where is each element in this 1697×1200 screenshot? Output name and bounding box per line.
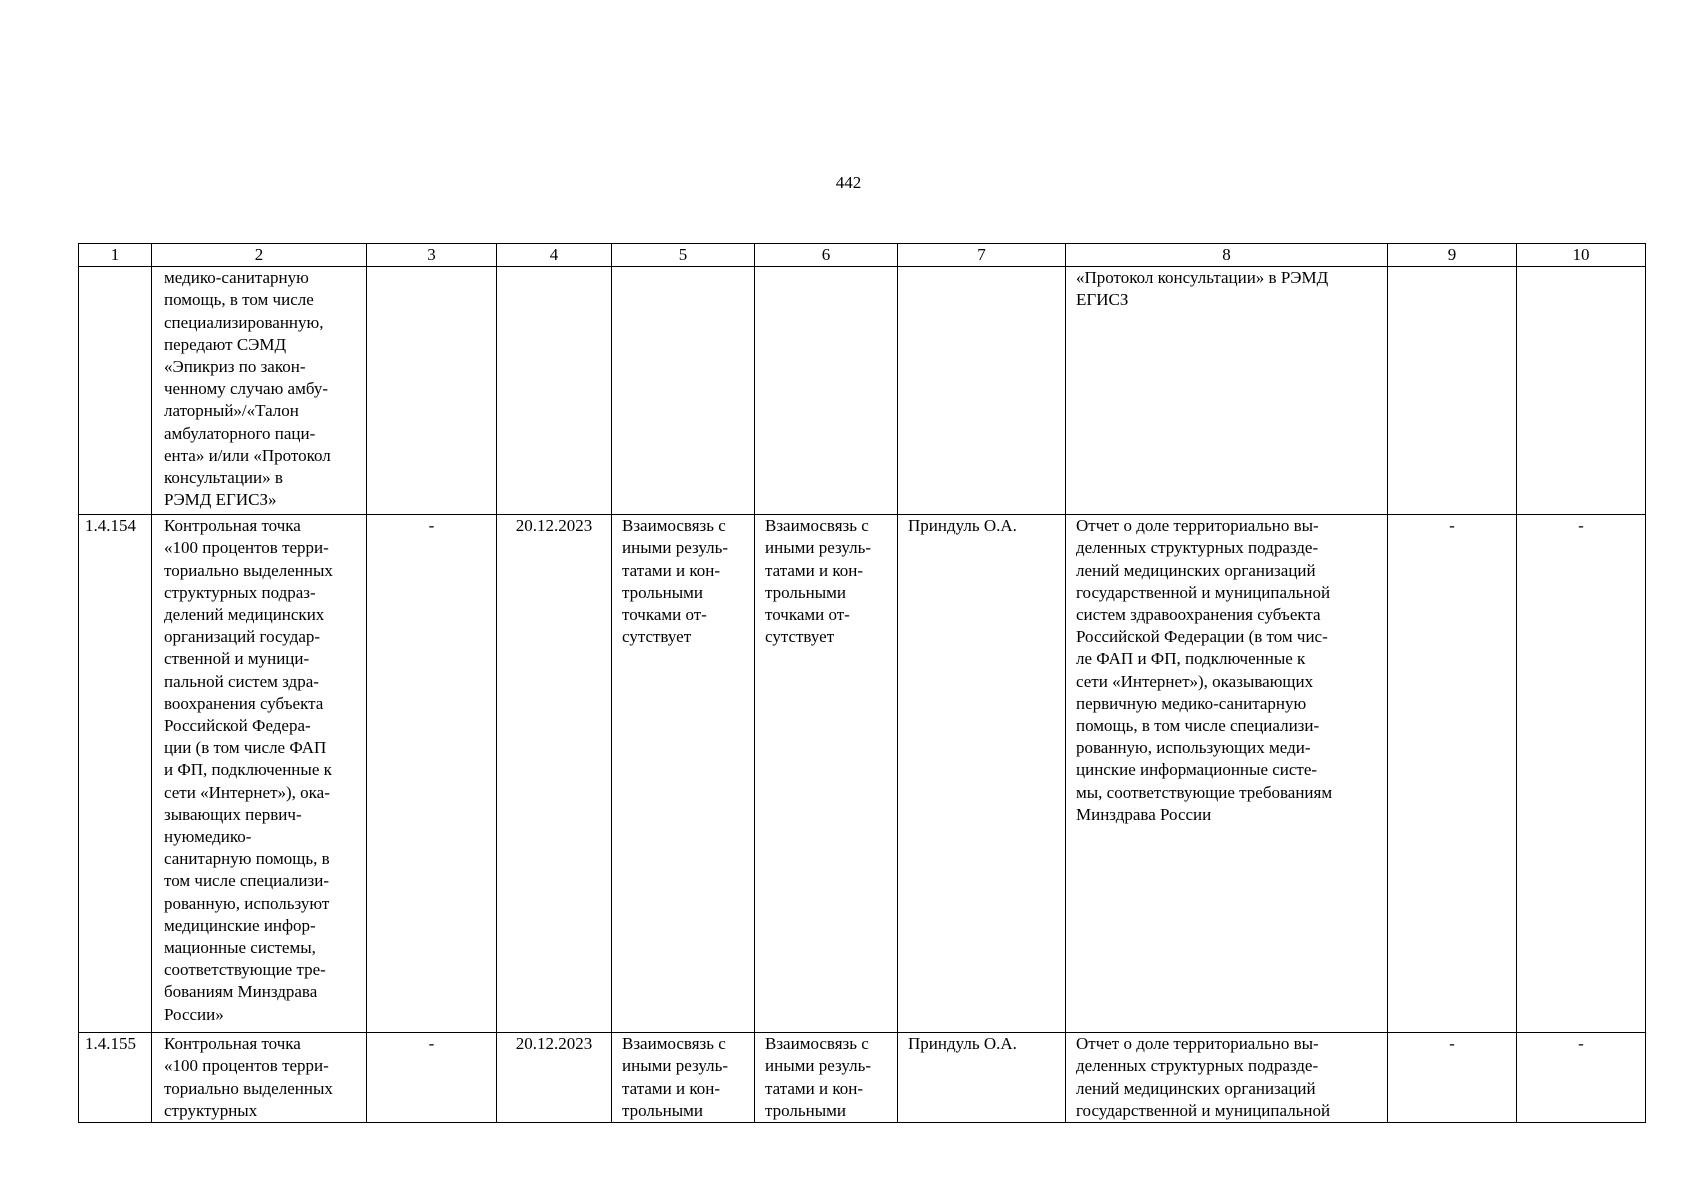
cell-text-line: татами и кон- <box>765 560 864 580</box>
cell-text-line: Контрольная точка <box>164 516 301 536</box>
cell-text-line: трольными <box>622 582 704 602</box>
column-header: 9 <box>1388 244 1517 267</box>
cell-text-line: Взаимосвязь с <box>622 516 726 536</box>
table-cell-col-5 <box>612 515 755 1033</box>
table-cell-col-7 <box>898 267 1066 515</box>
cell-text-line: том числе специализи- <box>164 871 329 891</box>
column-header: 8 <box>1066 244 1388 267</box>
table-cell-col-8 <box>1066 267 1388 515</box>
table-cell-col-5 <box>612 267 755 515</box>
cell-text-line: Российской Федера- <box>164 716 311 736</box>
table-cell-col-7: Приндуль О.А. <box>898 1033 1066 1123</box>
cell-text-line: трольными <box>765 1100 847 1120</box>
table-cell-col-6 <box>755 267 898 515</box>
table-cell-col-2 <box>152 267 367 515</box>
cell-text-line: деленных структурных подразде- <box>1076 1056 1319 1076</box>
cell-text-line: сети «Интернет»), ока- <box>164 782 330 802</box>
column-header: 1 <box>79 244 152 267</box>
column-header: 4 <box>497 244 612 267</box>
cell-text-line: систем здравоохранения субъекта <box>1076 605 1321 625</box>
column-header: 6 <box>755 244 898 267</box>
cell-text-line: Взаимосвязь с <box>765 1034 869 1054</box>
cell-text-line: «Протокол консультации» в РЭМД <box>1076 268 1329 288</box>
cell-text-line: Российской Федерации (в том чис- <box>1076 627 1328 647</box>
cell-text-line: Взаимосвязь с <box>622 1034 726 1054</box>
cell-text-line: государственной и муниципальной <box>1076 1100 1331 1120</box>
table-cell-col-3: - <box>367 515 497 1033</box>
cell-text-line: помощь, в том числе <box>164 290 314 310</box>
cell-text-line: деленных структурных подразде- <box>1076 538 1319 558</box>
header-row <box>79 244 1646 267</box>
cell-text-line: татами и кон- <box>765 1078 864 1098</box>
cell-text-line: соответствующие тре- <box>164 960 326 980</box>
table-cell-col-4 <box>497 267 612 515</box>
table-cell-col-10 <box>1517 267 1646 515</box>
cell-text-line: зывающих первич- <box>164 804 302 824</box>
cell-text-line: Отчет о доле территориально вы- <box>1076 1034 1319 1054</box>
cell-text-line: делений медицинских <box>164 605 325 625</box>
cell-text-line: медико-санитарную <box>164 268 309 288</box>
cell-text-line: татами и кон- <box>622 560 721 580</box>
cell-text-line: трольными <box>622 1100 704 1120</box>
cell-text-line: ченному случаю амбу- <box>164 379 329 399</box>
cell-text-line: мационные системы, <box>164 938 316 958</box>
column-header: 10 <box>1517 244 1646 267</box>
cell-text-line: ственной и муници- <box>164 649 310 669</box>
cell-text-line: консультации» в <box>164 468 283 488</box>
cell-text-line: сутствует <box>765 627 835 647</box>
cell-text-line: иными резуль- <box>765 1056 871 1076</box>
table-cell-col-7: Приндуль О.А. <box>898 515 1066 1033</box>
table-cell-col-1: 1.4.155 <box>79 1033 152 1123</box>
cell-text-line: ториально выделенных <box>164 560 333 580</box>
table-cell-col-6 <box>755 1033 898 1123</box>
cell-text-line: организаций государ- <box>164 627 321 647</box>
data-table <box>78 243 1646 1123</box>
table-row <box>79 267 1646 515</box>
cell-text-line: государственной и муниципальной <box>1076 582 1331 602</box>
column-header: 2 <box>152 244 367 267</box>
table-cell-col-1 <box>79 267 152 515</box>
cell-text-line: специализированную, <box>164 312 324 332</box>
cell-text-line: помощь, в том числе специализи- <box>1076 716 1320 736</box>
table-cell-col-10: - <box>1517 1033 1646 1123</box>
cell-text-line: мы, соответствующие требованиям <box>1076 782 1333 802</box>
table-cell-col-10: - <box>1517 515 1646 1033</box>
cell-text-line: ента» и/или «Протокол <box>164 445 331 465</box>
cell-text-line: «Эпикриз по закон- <box>164 357 306 377</box>
cell-text-line: цинские информационные систе- <box>1076 760 1318 780</box>
cell-text-line: санитарную помощь, в <box>164 849 330 869</box>
page-number: 442 <box>835 173 862 192</box>
cell-text-line: Отчет о доле территориально вы- <box>1076 516 1319 536</box>
column-header: 5 <box>612 244 755 267</box>
cell-text-line: первичную медико-санитарную <box>1076 693 1307 713</box>
table-cell-col-8 <box>1066 515 1388 1033</box>
cell-text-line: медицинские инфор- <box>164 915 316 935</box>
table-cell-col-6 <box>755 515 898 1033</box>
table-cell-col-9 <box>1388 267 1517 515</box>
table-cell-col-5 <box>612 1033 755 1123</box>
cell-text-line: латорный»/«Талон <box>164 401 299 421</box>
column-header: 7 <box>898 244 1066 267</box>
cell-text-line: трольными <box>765 582 847 602</box>
cell-text-line: лений медицинских организаций <box>1076 560 1316 580</box>
cell-text-line: и ФП, подключенные к <box>164 760 332 780</box>
table-cell-col-9: - <box>1388 515 1517 1033</box>
table-cell-col-1: 1.4.154 <box>79 515 152 1033</box>
cell-text-line: структурных <box>164 1100 258 1120</box>
column-header: 3 <box>367 244 497 267</box>
cell-text-line: ле ФАП и ФП, подключенные к <box>1076 649 1306 669</box>
cell-text-line: татами и кон- <box>622 1078 721 1098</box>
table-cell-col-3: - <box>367 1033 497 1123</box>
cell-text-line: Контрольная точка <box>164 1034 301 1054</box>
cell-text-line: пальной систем здра- <box>164 671 319 691</box>
cell-text-line: сутствует <box>622 627 692 647</box>
cell-text-line: РЭМД ЕГИСЗ» <box>164 490 277 510</box>
cell-text-line: амбулаторного паци- <box>164 423 316 443</box>
cell-text-line: нуюмедико- <box>164 827 252 847</box>
table-row <box>79 1033 1646 1123</box>
cell-text-line: ЕГИСЗ <box>1076 290 1129 310</box>
cell-text-line: России» <box>164 1004 224 1024</box>
cell-text-line: «100 процентов терри- <box>164 1056 329 1076</box>
cell-text-line: рованную, использующих меди- <box>1076 738 1311 758</box>
cell-text-line: воохранения субъекта <box>164 693 324 713</box>
cell-text-line: структурных подраз- <box>164 582 316 602</box>
cell-text-line: ции (в том числе ФАП <box>164 738 327 758</box>
table-cell-col-4: 20.12.2023 <box>497 515 612 1033</box>
cell-text-line: ториально выделенных <box>164 1078 333 1098</box>
cell-text-line: передают СЭМД <box>164 334 287 354</box>
cell-text-line: рованную, используют <box>164 893 330 913</box>
cell-text-line: иными резуль- <box>622 538 728 558</box>
table-cell-col-2 <box>152 1033 367 1123</box>
table-row <box>79 515 1646 1033</box>
table-cell-col-8 <box>1066 1033 1388 1123</box>
table-cell-col-4: 20.12.2023 <box>497 1033 612 1123</box>
cell-text-line: Взаимосвязь с <box>765 516 869 536</box>
cell-text-line: точками от- <box>622 605 707 625</box>
cell-text-line: «100 процентов терри- <box>164 538 329 558</box>
cell-text-line: точками от- <box>765 605 850 625</box>
cell-text-line: сети «Интернет»), оказывающих <box>1076 671 1314 691</box>
table-cell-col-2 <box>152 515 367 1033</box>
cell-text-line: иными резуль- <box>765 538 871 558</box>
cell-text-line: Минздрава России <box>1076 804 1212 824</box>
cell-text-line: лений медицинских организаций <box>1076 1078 1316 1098</box>
cell-text-line: бованиям Минздрава <box>164 982 318 1002</box>
table-cell-col-9: - <box>1388 1033 1517 1123</box>
cell-text-line: иными резуль- <box>622 1056 728 1076</box>
table-cell-col-3 <box>367 267 497 515</box>
